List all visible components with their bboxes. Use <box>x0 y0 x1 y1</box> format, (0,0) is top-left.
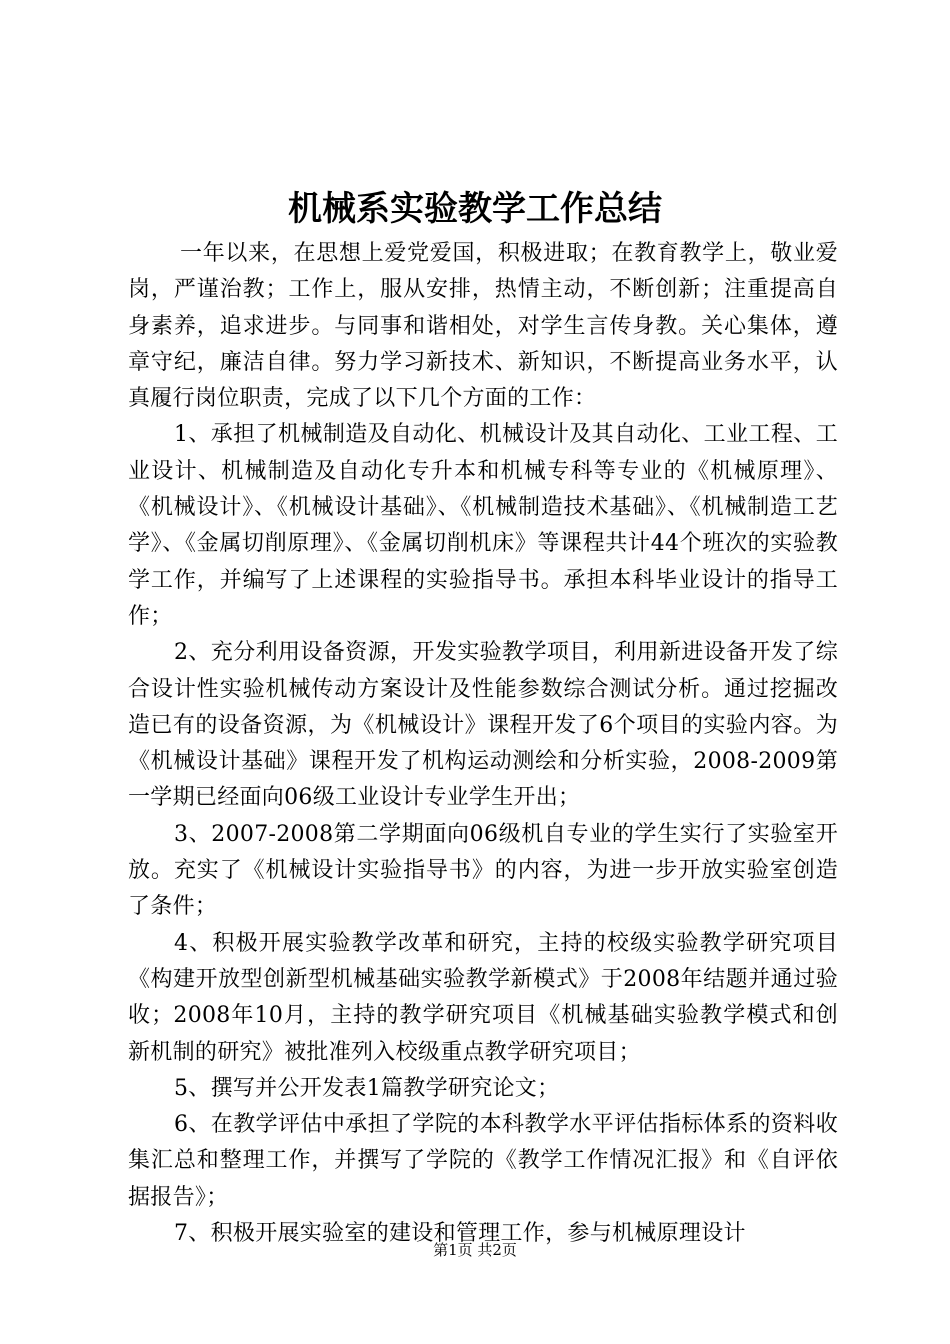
intro-paragraph: 一年以来，在思想上爱党爱国，积极进取；在教育教学上，敬业爱岗，严谨治教；工作上，服从安排，热情主动，不断创新；注重提高自身素养，追求进步。与同事和谐相处，对学生言传身教。关心集体，遵章守纪，廉洁自律。努力学习新技术、新知识，不断提高业务水平，认真履行岗位职责，完成了以下几个方面的工作： <box>128 241 838 412</box>
document-body <box>128 236 838 1252</box>
item-paragraph-4: 4、积极开展实验教学改革和研究，主持的校级实验教学研究项目《构建开放型创新型机械基础实验教学新模式》于2008年结题并通过验收；2008年10月，主持的教学研究项目《机械基础实验教学模式和创新机制的研究》被批准列入校级重点教学研究项目； <box>128 930 838 1065</box>
item-paragraph-6: 6、在教学评估中承担了学院的本科教学水平评估指标体系的资料收集汇总和整理工作，并撰写了学院的《教学工作情况汇报》和《自评依据报告》； <box>128 1112 838 1210</box>
item-paragraph-5: 5、撰写并公开发表1篇教学研究论文； <box>174 1075 560 1101</box>
item-paragraph-7: 7、积极开展实验室的建设和管理工作，参与机械原理设计 <box>174 1221 746 1247</box>
item-paragraph-2: 2、充分利用设备资源，开发实验教学项目，利用新进设备开发了综合设计性实验机械传动方案设计及性能参数综合测试分析。通过挖掘改造已有的设备资源，为《机械设计》课程开发了6个项目的实验内容。为《机械设计基础》课程开发了机构运动测绘和分析实验，2008-2009第一学期已经面向06级工业设计专业学生开出； <box>128 640 838 811</box>
page-footer: 第1页 共2页 <box>433 1241 517 1259</box>
item-paragraph-1: 1、承担了机械制造及自动化、机械设计及其自动化、工业工程、工业设计、机械制造及自动化专升本和机械专科等专业的《机械原理》、《机械设计》、《机械设计基础》、《机械制造技术基础》、《机械制造工艺学》、《金属切削原理》、《金属切削机床》等课程共计44个班次的实验教学工作，并编写了上述课程的实验指导书。承担本科毕业设计的指导工作； <box>128 422 838 629</box>
document-title: 机械系实验教学工作总结 <box>288 189 662 229</box>
item-paragraph-3: 3、2007-2008第二学期面向06级机自专业的学生实行了实验室开放。充实了《机械设计实验指导书》的内容，为进一步开放实验室创造了条件； <box>128 821 838 920</box>
